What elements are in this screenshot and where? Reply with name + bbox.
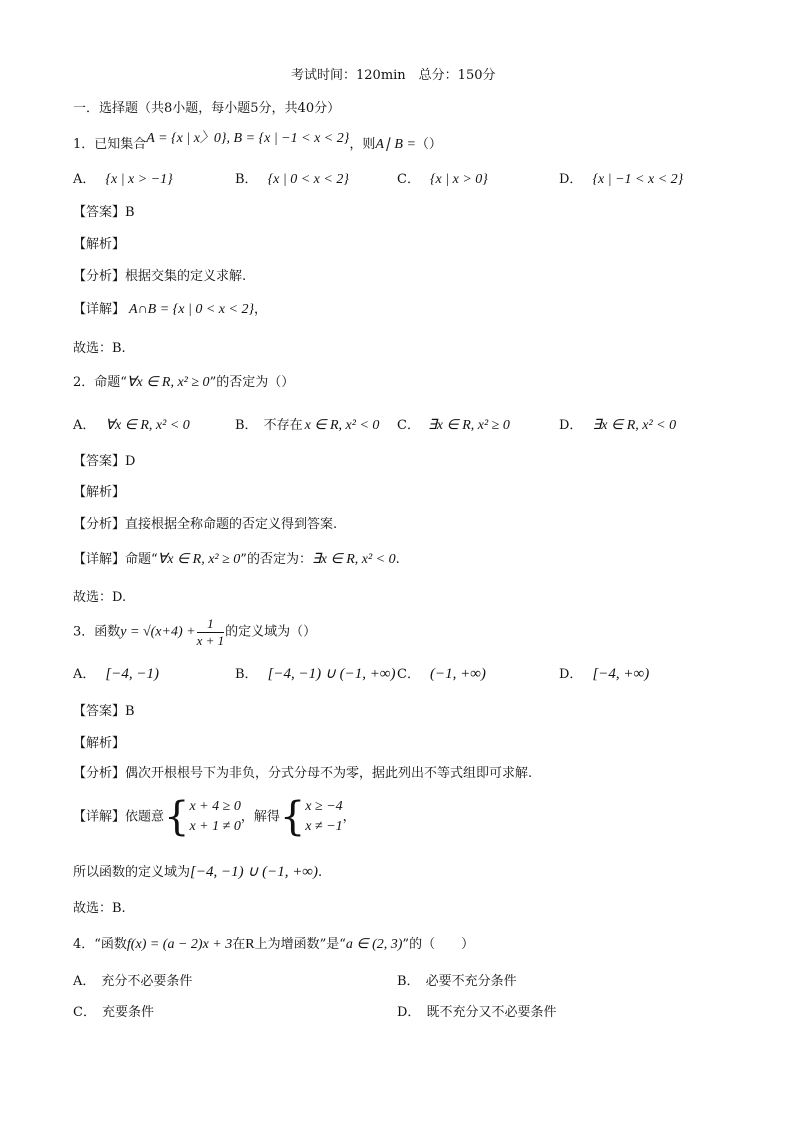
- option-label: D．: [397, 1005, 421, 1020]
- q1-fenxi: 【分析】根据交集的定义求解.: [73, 269, 247, 284]
- q1-set-a: A = {x | x〉0}: [146, 131, 227, 146]
- q1-answer: 【答案】B: [73, 205, 135, 220]
- system-row: x + 4 ≥ 0: [189, 799, 241, 814]
- q4-option-d: [397, 1006, 556, 1019]
- q4-option-b: [397, 975, 517, 988]
- option-text: ∃x ∈ R, x² < 0: [592, 418, 677, 433]
- question-3-stem: [73, 617, 316, 647]
- q2-xiangjie: [73, 553, 400, 567]
- option-text: [−4, +∞): [592, 666, 650, 682]
- q2-proposition: ∀x ∈ R, x² ≥ 0: [126, 375, 210, 390]
- domain-text: 所以函数的定义域为: [73, 865, 191, 880]
- left-brace-icon: {: [164, 794, 190, 840]
- q3-domain-line: [73, 865, 322, 880]
- q2-fenxi: 【分析】直接根据全称命题的否定义得到答案.: [73, 517, 338, 532]
- option-label: B．: [235, 418, 258, 433]
- q3-fenxi: 【分析】偶次开根根号下为非负，分式分母不为零，据此列出不等式组即可求解.: [73, 766, 533, 781]
- option-text: x ∈ R, x² < 0: [304, 418, 380, 433]
- fraction-numerator: 1: [197, 617, 225, 633]
- q3-fraction: [197, 617, 225, 647]
- q2-option-d: [559, 419, 676, 433]
- option-label: A．: [73, 974, 96, 989]
- q3-conclusion: 故选：B.: [73, 901, 126, 916]
- q2-option-a: [73, 419, 190, 433]
- system-row: x ≥ −4: [305, 799, 343, 814]
- q4-option-a: [73, 975, 192, 988]
- xiangjie-prop: ∀x ∈ R, x² ≥ 0: [157, 552, 241, 567]
- q4-function: f(x) = (a − 2)x + 3: [126, 937, 233, 952]
- xiangjie-mid: ”的否定为：: [240, 552, 312, 567]
- option-text: ∃x ∈ R, x² ≥ 0: [427, 418, 510, 433]
- q1-option-a: [73, 173, 173, 187]
- option-text: {x | x > −1}: [105, 172, 173, 187]
- q3-option-c: [397, 667, 486, 682]
- q2-analysis-label: 【解析】: [73, 485, 126, 500]
- q3-sys-tail: ，: [342, 809, 356, 825]
- q2-answer: 【答案】D: [73, 454, 136, 469]
- option-label: D．: [559, 172, 583, 187]
- q3-jiede: ，解得: [240, 809, 280, 825]
- q1-option-d: [559, 173, 683, 187]
- option-label: C．: [397, 667, 420, 682]
- option-text: [−4, −1): [105, 666, 159, 682]
- q1-then: ，则: [349, 137, 376, 152]
- q3-option-b: [235, 667, 396, 682]
- inequality-system-1: [189, 797, 240, 837]
- q1-paren: （）: [415, 137, 442, 152]
- exam-header: 考试时间：120min 总分：150分: [291, 68, 496, 83]
- q1-analysis-label: 【解析】: [73, 237, 126, 252]
- q4-suffix: ”的（ ）: [402, 937, 475, 952]
- q2-conclusion: 故选：D.: [73, 590, 127, 605]
- q2-suffix: ”的否定为（）: [209, 375, 295, 390]
- option-text: {x | 0 < x < 2}: [267, 172, 349, 187]
- left-brace-icon: {: [279, 794, 306, 840]
- domain-math: [−4, −1) ∪ (−1, +∞): [190, 864, 318, 880]
- q2-option-c: [397, 419, 510, 433]
- q4-prefix: 4．“函数: [73, 937, 127, 952]
- xiangjie-label: 【详解】命题“: [73, 552, 158, 567]
- question-2-stem: [73, 376, 294, 390]
- xiangjie-math: A∩B = {x | 0 < x < 2}: [129, 302, 255, 317]
- q3-option-a: [73, 667, 159, 682]
- option-text: (−1, +∞): [429, 666, 486, 682]
- option-text: 充分不必要条件: [101, 974, 193, 989]
- section-title: 一．选择题（共8小题，每小题5分，共40分）: [73, 101, 341, 116]
- q2-option-b: [235, 419, 379, 433]
- option-label: A．: [73, 418, 96, 433]
- question-4-stem: [73, 938, 474, 952]
- domain-tail: .: [318, 865, 323, 880]
- option-text: 必要不充分条件: [425, 974, 517, 989]
- option-label: B．: [235, 172, 258, 187]
- q3-option-d: [559, 667, 649, 682]
- fraction-denominator: x + 1: [196, 632, 225, 648]
- option-text: {x | x > 0}: [429, 172, 488, 187]
- option-label: A．: [73, 172, 96, 187]
- q3-suffix: 的定义域为（）: [225, 624, 317, 640]
- option-pre: 不存在: [263, 418, 303, 433]
- q3-analysis-label: 【解析】: [73, 736, 126, 751]
- xiangjie-tail: .: [395, 552, 400, 567]
- option-text: [−4, −1) ∪ (−1, +∞): [267, 666, 396, 682]
- q4-mid1: 在: [232, 937, 246, 952]
- question-1-stem: [73, 131, 442, 152]
- xiangjie-label: 【详解】依题意: [73, 809, 165, 825]
- inequality-system-2: [305, 797, 342, 837]
- option-label: B．: [397, 974, 420, 989]
- option-text: ∀x ∈ R, x² < 0: [105, 418, 190, 433]
- option-text: 充要条件: [101, 1005, 154, 1020]
- option-label: C．: [397, 172, 420, 187]
- q3-function: y = √(x+4) +: [120, 624, 196, 640]
- q1-option-b: [235, 173, 349, 187]
- option-text: 既不充分又不必要条件: [426, 1005, 557, 1020]
- q3-xiangjie: [73, 794, 356, 840]
- option-text: {x | −1 < x < 2}: [592, 172, 684, 187]
- q1-option-c: [397, 173, 488, 187]
- xiangjie-result: ∃x ∈ R, x² < 0: [311, 552, 396, 567]
- system-row: x ≠ −1: [305, 819, 343, 834]
- option-label: C．: [73, 1005, 96, 1020]
- q1-prefix: 1．已知集合: [73, 137, 147, 152]
- option-label: D．: [559, 667, 583, 682]
- q1-set-b: , B = {x | −1 < x < 2}: [226, 131, 350, 146]
- xiangjie-tail: ，: [254, 302, 268, 317]
- option-label: A．: [73, 667, 96, 682]
- xiangjie-label: 【详解】: [73, 302, 126, 317]
- option-label: B．: [235, 667, 258, 682]
- q4-reals: R: [245, 937, 255, 952]
- q1-rel: A∣ B =: [375, 137, 416, 152]
- q4-condition: a ∈ (2, 3): [345, 937, 403, 952]
- q3-answer: 【答案】B: [73, 704, 135, 719]
- q1-xiangjie: [73, 303, 267, 317]
- q2-prefix: 2．命题“: [73, 375, 127, 390]
- q4-option-c: [73, 1006, 154, 1019]
- q4-mid2: 上为增函数”是“: [254, 937, 346, 952]
- q3-prefix: 3．函数: [73, 624, 121, 640]
- option-label: D．: [559, 418, 583, 433]
- q1-conclusion: 故选：B.: [73, 341, 126, 356]
- system-row: x + 1 ≠ 0: [189, 819, 241, 834]
- option-label: C．: [397, 418, 420, 433]
